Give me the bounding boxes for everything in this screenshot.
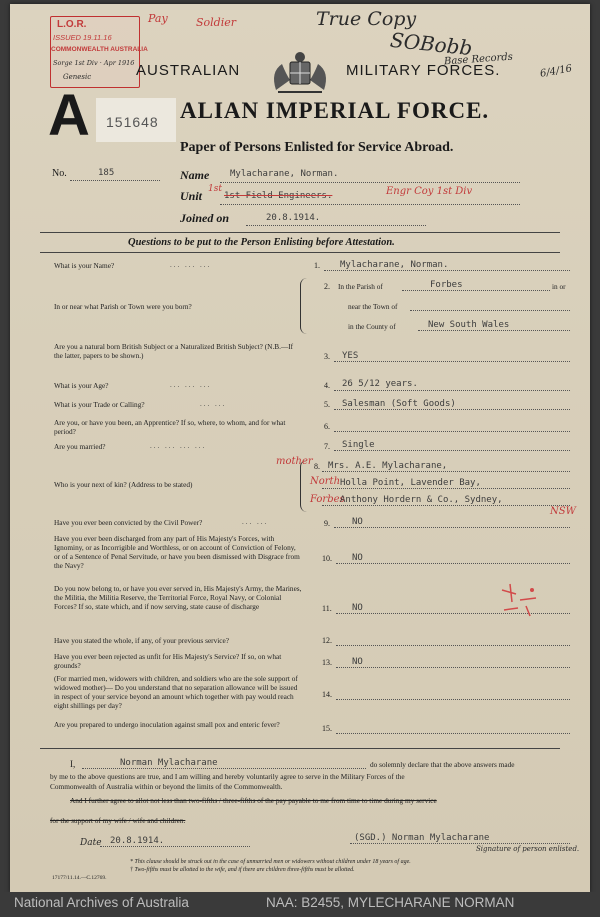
parish-label: In the Parish of	[338, 282, 383, 291]
certifier-signature: SOBobb	[388, 27, 474, 61]
form-letter-a: A	[48, 83, 90, 148]
answer-num-1: 1.	[314, 261, 320, 270]
declaration-text-4: And I further agree to allot not less than two-fifths / three-fifths of the pay payable to me from time to time during my service	[70, 796, 437, 805]
stamp-line-5: Genesic	[63, 73, 92, 81]
no-label: No.	[52, 168, 67, 179]
answer-9: NO	[352, 517, 363, 527]
kin-nsw-note: NSW	[550, 506, 576, 517]
stamp-line-2: ISSUED 19.11.16	[53, 33, 112, 42]
declaration-text-5: for the support of my wife / wife and children.	[50, 816, 186, 825]
answer-num-4: 4.	[324, 381, 330, 390]
records-stamp	[50, 16, 148, 88]
footnote-1: * This clause should be struck out in the case of unmarried men or widowers without children under 18 years of age.	[130, 859, 411, 865]
answer-8-line-3: Anthony Hordern & Co., Sydney,	[340, 495, 503, 505]
question-8: Who is your next of kin? (Address to be stated)	[54, 480, 193, 489]
question-5: What is your Trade or Calling?	[54, 400, 145, 409]
unit-correction: Engr Coy 1st Div	[386, 186, 473, 197]
declaration-name: Norman Mylacharane	[120, 758, 218, 768]
question-12: Have you stated the whole, if any, of your previous service?	[54, 636, 230, 645]
answer-num-5: 5.	[324, 400, 330, 409]
answer-num-13: 13.	[322, 658, 332, 667]
declaration-i: I,	[70, 759, 76, 769]
answer-10: NO	[352, 553, 363, 563]
county-label: in the County of	[348, 322, 396, 331]
date-value: 20.8.1914.	[110, 836, 165, 846]
kin-forbes-note: Forbes	[310, 494, 345, 505]
printer-code: 17177/11.14.—C.12769.	[52, 875, 107, 881]
answer-num-7: 7.	[324, 442, 330, 451]
copy-date-note: 6/4/16	[539, 63, 573, 80]
header-australian: AUSTRALIAN	[136, 62, 241, 79]
kin-north-note: North	[310, 476, 341, 487]
answer-num-3: 3.	[324, 352, 330, 361]
unit-hand-note: 1st	[208, 184, 222, 194]
kin-mother-note: mother	[276, 456, 313, 467]
answer-num-6: 6.	[324, 422, 330, 431]
declaration-text-3: Commonwealth of Australia within or beyond the limits of the Commonwealth.	[50, 782, 283, 791]
name-label: Name	[180, 168, 210, 182]
in-or-label: in or	[552, 282, 566, 291]
base-records-note: Base Records	[443, 51, 514, 68]
attestation-subtitle: Paper of Persons Enlisted for Service Abroad.	[180, 140, 454, 155]
signature-label: Signature of person enlisted.	[476, 845, 580, 853]
answer-5: Salesman (Soft Goods)	[342, 399, 456, 409]
question-13: Have you ever been rejected as unfit for His Majesty's Service? If so, on what grounds?	[54, 652, 282, 670]
answer-3: YES	[342, 351, 359, 361]
answer-2-county: New South Wales	[428, 320, 510, 330]
question-2: In or near what Parish or Town were you born?	[54, 302, 192, 311]
true-copy-note: True Copy	[316, 8, 417, 30]
question-9: Have you ever been convicted by the Civil Power?	[54, 518, 203, 527]
question-10: Have you ever been discharged from any part of His Majesty's Forces, with Ignominy, or as Incorrigible and Worthless, or on account of Conviction of Felony, or of a Sentence of Penal Servitude, or have you been dismissed with Disgrace from the Navy?	[54, 534, 300, 570]
question-15: Are you prepared to undergo inoculation against small pox and enteric fever?	[54, 720, 280, 729]
unit-label: Unit	[180, 189, 203, 203]
question-3: Are you a natural born British Subject or a Naturalized British Subject? (N.B.—If the latter, papers to be shown.)	[54, 342, 294, 360]
question-1: What is your Name?	[54, 261, 115, 270]
joined-value: 20.8.1914.	[266, 213, 321, 223]
stamp-line-4: Sorge 1st Div · Apr 1916	[53, 59, 135, 67]
date-label: Date	[80, 838, 102, 848]
answer-num-15: 15.	[322, 724, 332, 733]
pay-note: Pay	[148, 12, 168, 25]
answer-8-line-2: Holla Point, Lavender Bay,	[340, 478, 481, 488]
answer-13: NO	[352, 657, 363, 667]
answer-num-14: 14.	[322, 690, 332, 699]
no-value: 185	[98, 168, 115, 178]
declaration-text-1: do solemnly declare that the above answers made	[370, 760, 515, 769]
joined-label: Joined on	[180, 211, 230, 225]
answer-8-line-1: Mrs. A.E. Mylacharane,	[328, 461, 448, 471]
coat-of-arms-icon	[268, 50, 332, 96]
unit-value: 1st Field Engineers.	[224, 191, 333, 201]
answer-num-9: 9.	[324, 519, 330, 528]
answer-num-11: 11.	[322, 604, 332, 613]
header-military-forces: MILITARY FORCES.	[346, 62, 501, 79]
question-14: (For married men, widowers with children, and soldiers who are the sole support of widowed mother)— Do you understand that no separation allowance will be issued in respect of your service beyond an amount which together with pay would reach eight shillings per day?	[54, 674, 298, 710]
stamp-line-1: L.O.R.	[57, 19, 87, 30]
answer-num-8: 8.	[314, 462, 320, 471]
answer-num-2: 2.	[324, 282, 330, 291]
answer-11: NO	[352, 603, 363, 613]
attestation-paper: L.O.R. ISSUED 19.11.16 COMMONWEALTH AUSTRALIA Sorge 1st Div · Apr 1916 Genesic Pay Soldier True Copy SOBobb Base Records 6/4/16 AUSTRALIAN MILITARY FORCES. A 151648 ALIAN IMPERIAL FORCE. Paper of Persons Enlisted for Service Abroad. No. 185 Name Mylacharane, Norman. Unit 1st 1st Field Engineers. Engr Coy 1st Div Joined on 20.8.1914. Questions to be put to the Person Enlisting before Attestation. What is your Name? ... ... ... 1. Mylacharane, Norman. In or near what Parish or Town were you born? 2. In the Parish of Forbes in or near the Town of in the County of New South Wales Are you a natural born British Subject or a Naturalized British Subject? (N.B.—If the latter, papers to be shown.) 3. YES What is your Age? ... ... ... 4. 26 5/12 years. What is your Trade or Calling? ... ... 5. Salesman (Soft Goods) Are you, or have you been, an Apprentice? If so, where, to whom, and for what period? 6. Are you married? ... ... ... ... 7. Single Who is your next of kin? (Address to be stated) mother 8. Mrs. A.E. Mylacharane, North Holla Point, Lavender Bay, Forbes Anthony Hordern & Co., Sydney, NSW Have you ever been convicted by the Civil Power? ... ... 9. NO Have you ever been discharged from any part of His Majesty's Forces, with Ignominy, or as Incorrigible and Worthless, or on account of Conviction of Felony, or of a Sentence of Penal Servitude, or have you been dismissed with Disgrace from the Navy? 10. NO Do you now belong to, or have you ever served in, His Majesty's Army, the Marines, the Militia, the Militia Reserve, the Territorial Force, Royal Navy, or Colonial Forces? If so, state which, and if now serving, state cause of discharge 11. NO Have you stated the whole, if any, of your previous service? 12. Have you ever been rejected as unfit for His Majesty's Service? If so, on what grounds? 13. NO (For married men, widowers with children, and soldiers who are the sole support of widowed mother)— Do you understand that no separation allowance will be issued in respect of your service beyond an amount which together with pay would reach eight shillings per day? 14. Are you prepared to undergo inoculation against small pox and enteric fever? 15. I, Norman Mylacharane do solemnly declare that the above answers made by me to the above questions are true, and I am willing and hereby voluntarily agree to serve in the Military Forces of the Commonwealth of Australia within or beyond the limits of the Commonwealth. And I further agree to allot not less than two-fifths / three-fifths of the pay payable to me from time to time during my service for the support of my wife / wife and children. Date 20.8.1914. (SGD.) Norman Mylacharane Signature of person enlisted. * This clause should be struck out in the case of unmarried men or widowers without children under 18 years of age. † Two-fifths must be allotted to the wife, and if there are children three-fifths must be allotted. 17177/11.14.—C.12769.	[10, 4, 590, 892]
question-7: Are you married?	[54, 442, 106, 451]
red-ink-mark	[496, 580, 544, 620]
town-label: near the Town of	[348, 302, 398, 311]
aif-title: ALIAN IMPERIAL FORCE.	[180, 98, 490, 123]
answer-1: Mylacharane, Norman.	[340, 260, 449, 270]
name-value: Mylacharane, Norman.	[230, 169, 339, 179]
question-4: What is your Age?	[54, 381, 109, 390]
answer-7: Single	[342, 440, 375, 450]
question-11: Do you now belong to, or have you ever served in, His Majesty's Army, the Marines, the Militia, the Militia Reserve, the Territorial Force, Royal Navy, or Colonial Forces? If so, state which, and if now serving, state cause of discharge	[54, 584, 302, 611]
archive-name: National Archives of Australia	[14, 895, 189, 910]
serial-number: 151648	[106, 114, 159, 130]
question-6: Are you, or have you been, an Apprentice? If so, where, to whom, and for what period?	[54, 418, 286, 436]
declaration-text-2: by me to the above questions are true, and I am willing and hereby voluntarily agree to serve in the Military Forces of the	[50, 772, 405, 781]
answer-num-10: 10.	[322, 554, 332, 563]
questions-title: Questions to be put to the Person Enlisting before Attestation.	[128, 237, 395, 248]
soldier-note: Soldier	[196, 16, 237, 29]
answer-4: 26 5/12 years.	[342, 379, 418, 389]
archive-footer	[0, 892, 600, 917]
enlistee-signature: (SGD.) Norman Mylacharane	[354, 833, 490, 843]
footnote-2: † Two-fifths must be allotted to the wife, and if there are children three-fifths must be allotted.	[130, 867, 355, 873]
answer-num-12: 12.	[322, 636, 332, 645]
stamp-line-3: COMMONWEALTH AUSTRALIA	[51, 46, 148, 53]
archive-reference: NAA: B2455, MYLECHARANE NORMAN	[266, 895, 515, 910]
answer-2-parish: Forbes	[430, 280, 463, 290]
